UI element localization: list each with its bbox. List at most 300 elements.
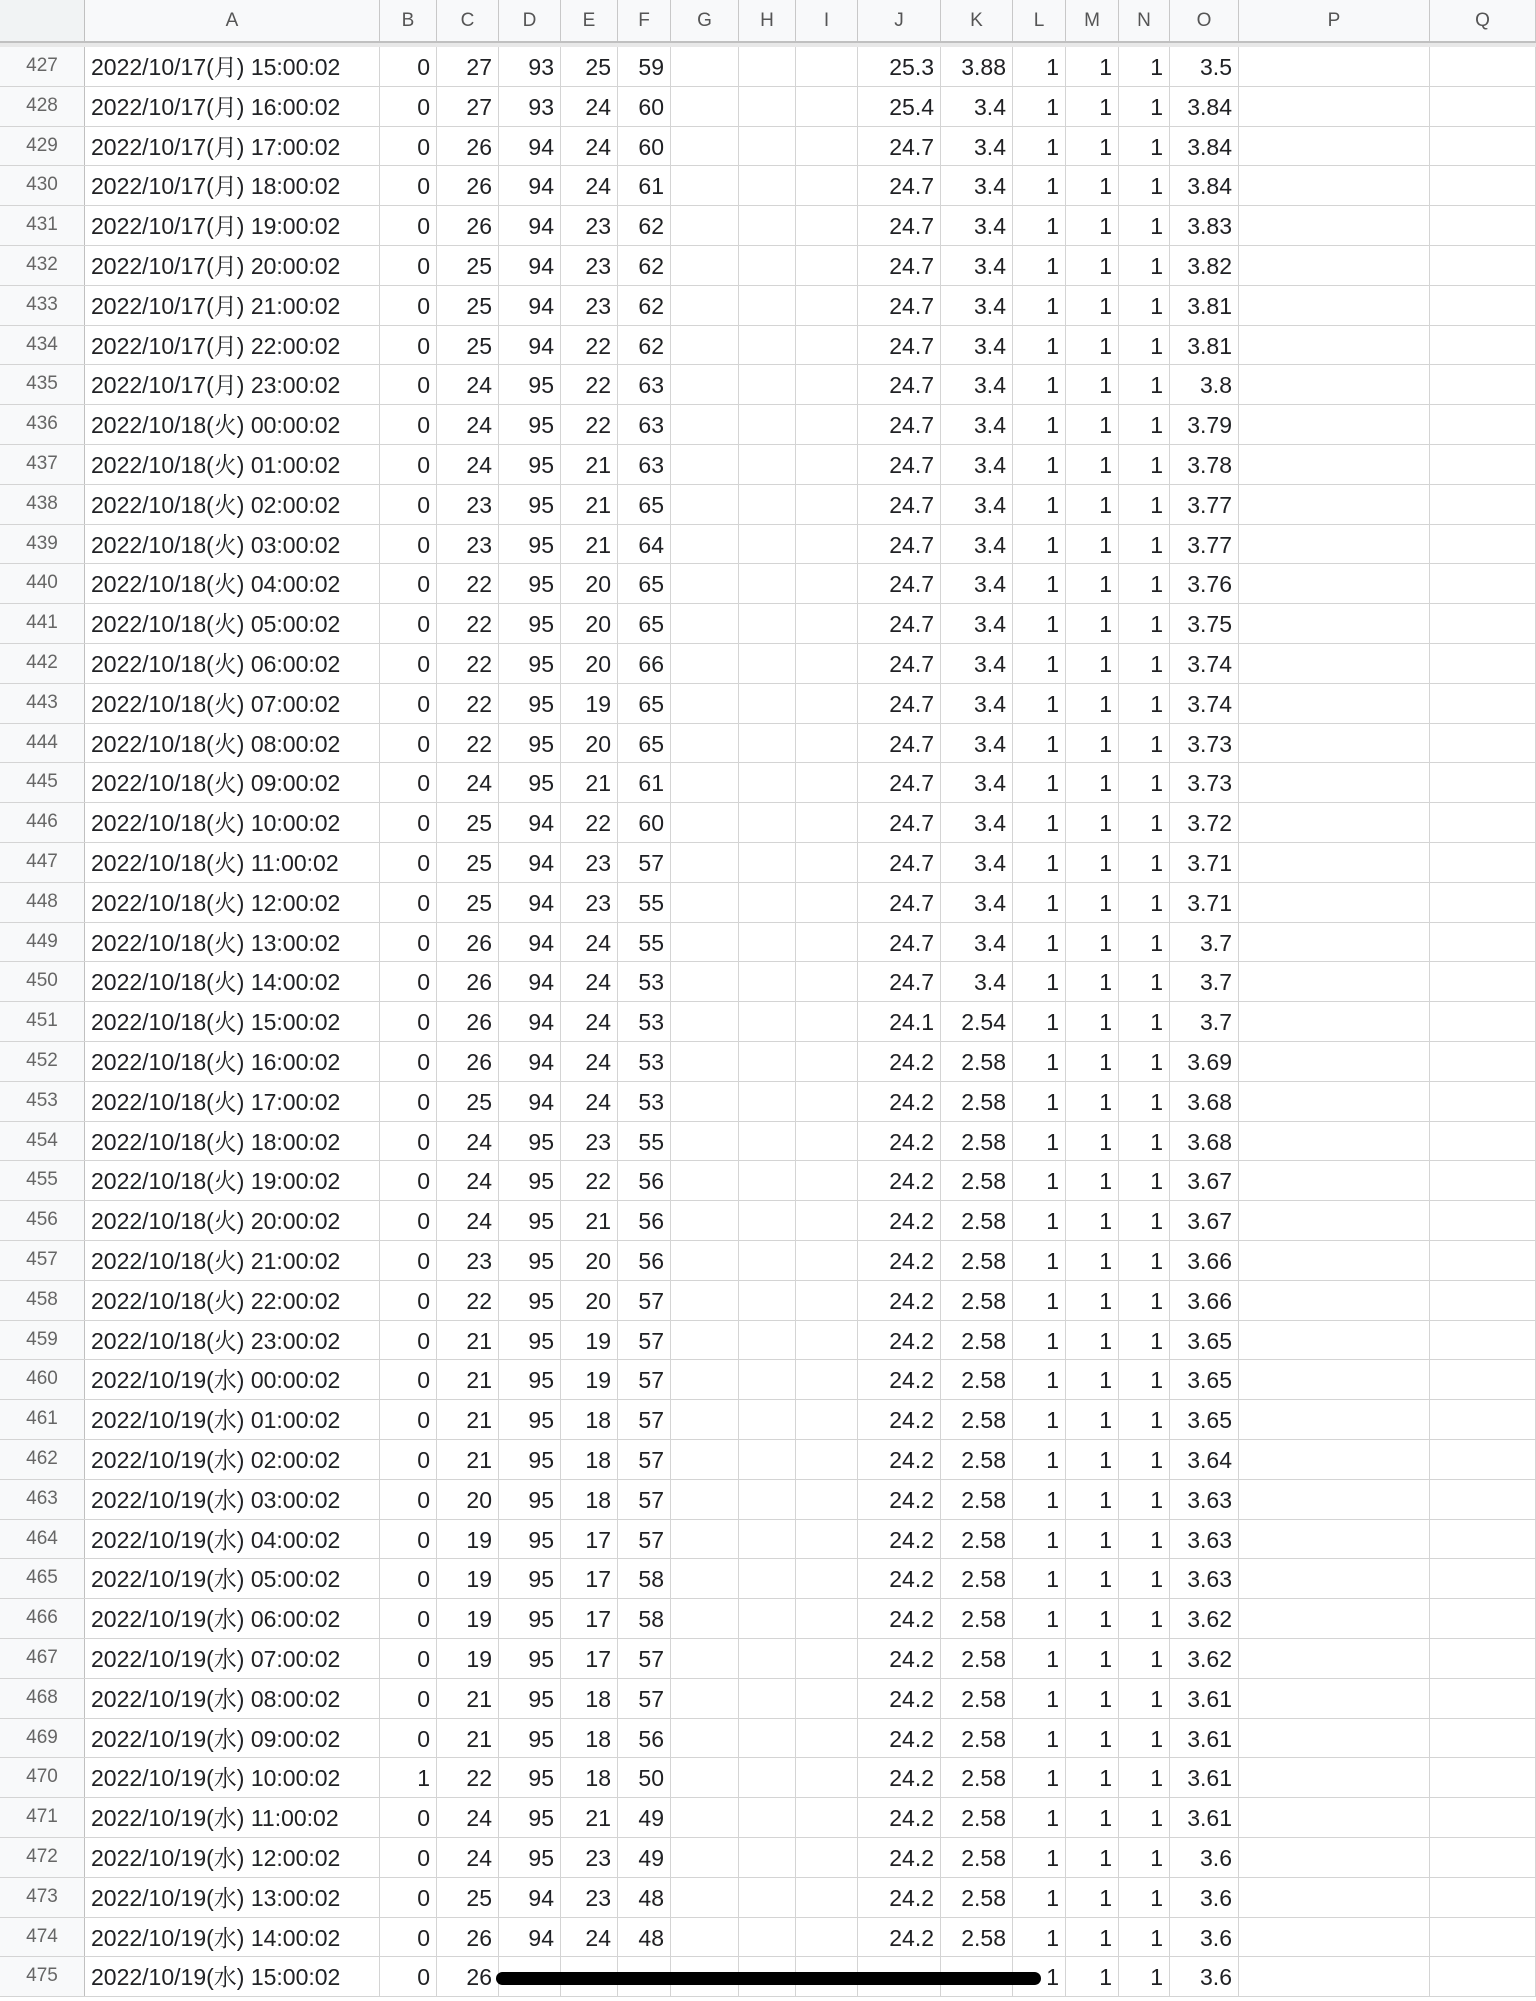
cell-h[interactable] <box>739 724 796 763</box>
cell-b[interactable]: 0 <box>380 405 437 444</box>
cell-m[interactable]: 1 <box>1066 525 1119 564</box>
cell-a[interactable]: 2022/10/19(水) 08:00:02 <box>85 1679 380 1718</box>
cell-c[interactable]: 22 <box>437 604 499 643</box>
cell-e[interactable]: 19 <box>561 684 618 723</box>
cell-l[interactable]: 1 <box>1013 1798 1066 1837</box>
cell-o[interactable]: 3.74 <box>1170 644 1239 683</box>
row-number[interactable]: 440 <box>0 564 85 603</box>
cell-g[interactable] <box>671 724 739 763</box>
row-number[interactable]: 430 <box>0 166 85 205</box>
cell-a[interactable]: 2022/10/19(水) 06:00:02 <box>85 1599 380 1638</box>
cell-h[interactable] <box>739 1440 796 1479</box>
cell-f[interactable]: 63 <box>618 445 671 484</box>
cell-k[interactable]: 2.58 <box>941 1440 1013 1479</box>
cell-l[interactable]: 1 <box>1013 1281 1066 1320</box>
row-number[interactable]: 462 <box>0 1440 85 1479</box>
cell-j[interactable]: 24.2 <box>858 1520 941 1559</box>
cell-j[interactable]: 24.7 <box>858 445 941 484</box>
cell-f[interactable]: 57 <box>618 1400 671 1439</box>
cell-j[interactable]: 24.7 <box>858 763 941 802</box>
cell-g[interactable] <box>671 127 739 166</box>
cell-i[interactable] <box>796 1321 858 1360</box>
cell-k[interactable]: 2.58 <box>941 1918 1013 1957</box>
cell-e[interactable]: 23 <box>561 1838 618 1877</box>
cell-i[interactable] <box>796 1918 858 1957</box>
cell-l[interactable]: 1 <box>1013 1758 1066 1797</box>
cell-b[interactable]: 0 <box>380 1321 437 1360</box>
cell-p[interactable] <box>1239 843 1430 882</box>
cell-e[interactable]: 18 <box>561 1440 618 1479</box>
cell-q[interactable] <box>1430 1122 1536 1161</box>
cell-n[interactable]: 1 <box>1119 684 1170 723</box>
cell-l[interactable]: 1 <box>1013 684 1066 723</box>
cell-q[interactable] <box>1430 962 1536 1001</box>
cell-g[interactable] <box>671 883 739 922</box>
cell-b[interactable]: 0 <box>380 1400 437 1439</box>
cell-p[interactable] <box>1239 326 1430 365</box>
cell-n[interactable]: 1 <box>1119 1918 1170 1957</box>
cell-l[interactable]: 1 <box>1013 1082 1066 1121</box>
cell-j[interactable]: 24.2 <box>858 1082 941 1121</box>
cell-i[interactable] <box>796 405 858 444</box>
cell-b[interactable]: 0 <box>380 326 437 365</box>
cell-d[interactable]: 95 <box>499 1679 561 1718</box>
cell-h[interactable] <box>739 843 796 882</box>
cell-d[interactable]: 95 <box>499 644 561 683</box>
cell-p[interactable] <box>1239 1122 1430 1161</box>
cell-g[interactable] <box>671 1161 739 1200</box>
cell-i[interactable] <box>796 445 858 484</box>
cell-h[interactable] <box>739 1480 796 1519</box>
cell-g[interactable] <box>671 445 739 484</box>
row-number[interactable]: 450 <box>0 962 85 1001</box>
cell-i[interactable] <box>796 1520 858 1559</box>
cell-o[interactable]: 3.6 <box>1170 1878 1239 1917</box>
cell-d[interactable]: 93 <box>499 47 561 86</box>
cell-f[interactable]: 48 <box>618 1918 671 1957</box>
cell-i[interactable] <box>796 166 858 205</box>
cell-f[interactable]: 58 <box>618 1599 671 1638</box>
cell-m[interactable]: 1 <box>1066 1838 1119 1877</box>
cell-c[interactable]: 25 <box>437 803 499 842</box>
column-header-l[interactable]: L <box>1013 0 1066 41</box>
cell-q[interactable] <box>1430 1559 1536 1598</box>
cell-i[interactable] <box>796 286 858 325</box>
cell-n[interactable]: 1 <box>1119 763 1170 802</box>
cell-i[interactable] <box>796 1122 858 1161</box>
cell-b[interactable]: 0 <box>380 485 437 524</box>
cell-p[interactable] <box>1239 87 1430 126</box>
cell-j[interactable]: 24.7 <box>858 365 941 404</box>
cell-g[interactable] <box>671 485 739 524</box>
cell-e[interactable]: 20 <box>561 604 618 643</box>
cell-n[interactable]: 1 <box>1119 1878 1170 1917</box>
row-number[interactable]: 427 <box>0 47 85 86</box>
cell-p[interactable] <box>1239 405 1430 444</box>
cell-p[interactable] <box>1239 1201 1430 1240</box>
cell-a[interactable]: 2022/10/18(火) 14:00:02 <box>85 962 380 1001</box>
cell-f[interactable]: 57 <box>618 1321 671 1360</box>
cell-o[interactable]: 3.73 <box>1170 724 1239 763</box>
cell-e[interactable]: 20 <box>561 564 618 603</box>
cell-b[interactable]: 0 <box>380 803 437 842</box>
cell-a[interactable]: 2022/10/18(火) 12:00:02 <box>85 883 380 922</box>
cell-e[interactable]: 23 <box>561 206 618 245</box>
cell-l[interactable]: 1 <box>1013 87 1066 126</box>
cell-d[interactable]: 95 <box>499 564 561 603</box>
cell-j[interactable]: 24.2 <box>858 1798 941 1837</box>
cell-g[interactable] <box>671 1400 739 1439</box>
cell-l[interactable]: 1 <box>1013 1321 1066 1360</box>
cell-b[interactable]: 0 <box>380 684 437 723</box>
cell-i[interactable] <box>796 1360 858 1399</box>
cell-j[interactable]: 24.2 <box>858 1360 941 1399</box>
cell-h[interactable] <box>739 1241 796 1280</box>
cell-j[interactable]: 24.2 <box>858 1599 941 1638</box>
cell-j[interactable]: 24.7 <box>858 684 941 723</box>
cell-j[interactable]: 24.2 <box>858 1838 941 1877</box>
cell-i[interactable] <box>796 1082 858 1121</box>
cell-d[interactable]: 94 <box>499 246 561 285</box>
cell-e[interactable]: 22 <box>561 1161 618 1200</box>
cell-n[interactable]: 1 <box>1119 883 1170 922</box>
cell-n[interactable]: 1 <box>1119 485 1170 524</box>
cell-q[interactable] <box>1430 1838 1536 1877</box>
cell-l[interactable]: 1 <box>1013 803 1066 842</box>
cell-p[interactable] <box>1239 1838 1430 1877</box>
cell-m[interactable]: 1 <box>1066 843 1119 882</box>
cell-q[interactable] <box>1430 1042 1536 1081</box>
cell-g[interactable] <box>671 1480 739 1519</box>
cell-h[interactable] <box>739 1520 796 1559</box>
cell-p[interactable] <box>1239 1281 1430 1320</box>
cell-c[interactable]: 21 <box>437 1321 499 1360</box>
cell-c[interactable]: 26 <box>437 166 499 205</box>
cell-d[interactable]: 94 <box>499 166 561 205</box>
cell-q[interactable] <box>1430 923 1536 962</box>
row-number[interactable]: 463 <box>0 1480 85 1519</box>
cell-o[interactable]: 3.64 <box>1170 1440 1239 1479</box>
cell-d[interactable]: 95 <box>499 1599 561 1638</box>
cell-j[interactable]: 24.7 <box>858 326 941 365</box>
cell-g[interactable] <box>671 803 739 842</box>
cell-p[interactable] <box>1239 1599 1430 1638</box>
cell-m[interactable]: 1 <box>1066 923 1119 962</box>
cell-q[interactable] <box>1430 1918 1536 1957</box>
cell-q[interactable] <box>1430 1957 1536 1996</box>
cell-f[interactable]: 53 <box>618 962 671 1001</box>
cell-i[interactable] <box>796 87 858 126</box>
cell-d[interactable]: 95 <box>499 1360 561 1399</box>
cell-g[interactable] <box>671 1639 739 1678</box>
cell-k[interactable]: 3.4 <box>941 604 1013 643</box>
cell-f[interactable]: 62 <box>618 246 671 285</box>
row-number[interactable]: 460 <box>0 1360 85 1399</box>
cell-d[interactable]: 94 <box>499 326 561 365</box>
cell-h[interactable] <box>739 87 796 126</box>
cell-n[interactable]: 1 <box>1119 962 1170 1001</box>
row-number[interactable]: 459 <box>0 1321 85 1360</box>
row-number[interactable]: 442 <box>0 644 85 683</box>
row-number[interactable]: 464 <box>0 1520 85 1559</box>
cell-k[interactable]: 2.58 <box>941 1241 1013 1280</box>
cell-h[interactable] <box>739 1002 796 1041</box>
cell-n[interactable]: 1 <box>1119 286 1170 325</box>
cell-i[interactable] <box>796 923 858 962</box>
cell-q[interactable] <box>1430 47 1536 86</box>
cell-d[interactable]: 95 <box>499 684 561 723</box>
cell-n[interactable]: 1 <box>1119 803 1170 842</box>
cell-c[interactable]: 21 <box>437 1679 499 1718</box>
cell-p[interactable] <box>1239 923 1430 962</box>
cell-m[interactable]: 1 <box>1066 684 1119 723</box>
cell-j[interactable]: 24.2 <box>858 1878 941 1917</box>
row-number[interactable]: 435 <box>0 365 85 404</box>
cell-h[interactable] <box>739 206 796 245</box>
cell-c[interactable]: 24 <box>437 445 499 484</box>
cell-d[interactable]: 95 <box>499 1798 561 1837</box>
cell-h[interactable] <box>739 1639 796 1678</box>
cell-i[interactable] <box>796 843 858 882</box>
cell-l[interactable]: 1 <box>1013 47 1066 86</box>
row-number[interactable]: 441 <box>0 604 85 643</box>
cell-l[interactable]: 1 <box>1013 604 1066 643</box>
cell-k[interactable]: 2.58 <box>941 1281 1013 1320</box>
cell-g[interactable] <box>671 1758 739 1797</box>
cell-q[interactable] <box>1430 1520 1536 1559</box>
cell-m[interactable]: 1 <box>1066 1201 1119 1240</box>
cell-o[interactable]: 3.63 <box>1170 1520 1239 1559</box>
cell-j[interactable]: 24.2 <box>858 1758 941 1797</box>
cell-g[interactable] <box>671 1042 739 1081</box>
cell-k[interactable]: 2.58 <box>941 1321 1013 1360</box>
cell-m[interactable]: 1 <box>1066 127 1119 166</box>
cell-e[interactable]: 23 <box>561 883 618 922</box>
cell-i[interactable] <box>796 1161 858 1200</box>
cell-d[interactable]: 95 <box>499 445 561 484</box>
cell-i[interactable] <box>796 962 858 1001</box>
cell-m[interactable]: 1 <box>1066 1042 1119 1081</box>
cell-l[interactable]: 1 <box>1013 1360 1066 1399</box>
cell-p[interactable] <box>1239 1679 1430 1718</box>
cell-f[interactable]: 65 <box>618 684 671 723</box>
cell-f[interactable]: 63 <box>618 405 671 444</box>
cell-o[interactable]: 3.61 <box>1170 1679 1239 1718</box>
cell-e[interactable]: 23 <box>561 1878 618 1917</box>
cell-l[interactable]: 1 <box>1013 485 1066 524</box>
cell-i[interactable] <box>796 525 858 564</box>
cell-a[interactable]: 2022/10/18(火) 02:00:02 <box>85 485 380 524</box>
cell-o[interactable]: 3.7 <box>1170 923 1239 962</box>
cell-o[interactable]: 3.8 <box>1170 365 1239 404</box>
cell-f[interactable]: 60 <box>618 803 671 842</box>
cell-q[interactable] <box>1430 127 1536 166</box>
cell-p[interactable] <box>1239 1321 1430 1360</box>
cell-o[interactable]: 3.66 <box>1170 1281 1239 1320</box>
cell-b[interactable]: 0 <box>380 724 437 763</box>
cell-m[interactable]: 1 <box>1066 1758 1119 1797</box>
cell-n[interactable]: 1 <box>1119 365 1170 404</box>
cell-o[interactable]: 3.68 <box>1170 1122 1239 1161</box>
cell-k[interactable]: 3.4 <box>941 87 1013 126</box>
cell-m[interactable]: 1 <box>1066 1679 1119 1718</box>
cell-b[interactable]: 0 <box>380 1122 437 1161</box>
cell-g[interactable] <box>671 644 739 683</box>
row-number[interactable]: 452 <box>0 1042 85 1081</box>
cell-d[interactable]: 95 <box>499 1480 561 1519</box>
column-header-a[interactable]: A <box>85 0 380 41</box>
cell-b[interactable]: 0 <box>380 286 437 325</box>
cell-q[interactable] <box>1430 166 1536 205</box>
cell-k[interactable]: 3.88 <box>941 47 1013 86</box>
cell-p[interactable] <box>1239 883 1430 922</box>
cell-k[interactable]: 3.4 <box>941 246 1013 285</box>
cell-b[interactable]: 0 <box>380 1520 437 1559</box>
cell-q[interactable] <box>1430 1758 1536 1797</box>
cell-n[interactable]: 1 <box>1119 1281 1170 1320</box>
cell-d[interactable]: 95 <box>499 1719 561 1758</box>
cell-f[interactable]: 61 <box>618 763 671 802</box>
cell-o[interactable]: 3.83 <box>1170 206 1239 245</box>
cell-q[interactable] <box>1430 763 1536 802</box>
cell-h[interactable] <box>739 644 796 683</box>
cell-g[interactable] <box>671 1241 739 1280</box>
cell-l[interactable]: 1 <box>1013 1719 1066 1758</box>
cell-a[interactable]: 2022/10/19(水) 13:00:02 <box>85 1878 380 1917</box>
cell-b[interactable]: 0 <box>380 644 437 683</box>
cell-a[interactable]: 2022/10/19(水) 05:00:02 <box>85 1559 380 1598</box>
cell-f[interactable]: 56 <box>618 1201 671 1240</box>
cell-f[interactable]: 60 <box>618 87 671 126</box>
cell-b[interactable]: 0 <box>380 1440 437 1479</box>
row-number[interactable]: 470 <box>0 1758 85 1797</box>
cell-c[interactable]: 25 <box>437 843 499 882</box>
cell-m[interactable]: 1 <box>1066 1281 1119 1320</box>
row-number[interactable]: 453 <box>0 1082 85 1121</box>
home-indicator[interactable] <box>496 1972 1041 1985</box>
cell-d[interactable]: 95 <box>499 1400 561 1439</box>
cell-b[interactable]: 0 <box>380 1281 437 1320</box>
cell-f[interactable]: 55 <box>618 1122 671 1161</box>
cell-h[interactable] <box>739 564 796 603</box>
cell-n[interactable]: 1 <box>1119 166 1170 205</box>
cell-p[interactable] <box>1239 1241 1430 1280</box>
cell-l[interactable]: 1 <box>1013 1241 1066 1280</box>
cell-l[interactable]: 1 <box>1013 1599 1066 1638</box>
cell-i[interactable] <box>796 1679 858 1718</box>
cell-a[interactable]: 2022/10/18(火) 10:00:02 <box>85 803 380 842</box>
cell-p[interactable] <box>1239 1719 1430 1758</box>
cell-o[interactable]: 3.82 <box>1170 246 1239 285</box>
cell-n[interactable]: 1 <box>1119 1321 1170 1360</box>
cell-p[interactable] <box>1239 365 1430 404</box>
cell-b[interactable]: 0 <box>380 564 437 603</box>
cell-i[interactable] <box>796 883 858 922</box>
column-header-j[interactable]: J <box>858 0 941 41</box>
cell-n[interactable]: 1 <box>1119 127 1170 166</box>
cell-p[interactable] <box>1239 1440 1430 1479</box>
row-number[interactable]: 445 <box>0 763 85 802</box>
cell-e[interactable]: 18 <box>561 1480 618 1519</box>
cell-j[interactable]: 24.7 <box>858 883 941 922</box>
cell-b[interactable]: 0 <box>380 1559 437 1598</box>
cell-n[interactable]: 1 <box>1119 923 1170 962</box>
cell-g[interactable] <box>671 1520 739 1559</box>
cell-h[interactable] <box>739 286 796 325</box>
cell-m[interactable]: 1 <box>1066 1559 1119 1598</box>
cell-p[interactable] <box>1239 286 1430 325</box>
cell-h[interactable] <box>739 1719 796 1758</box>
cell-p[interactable] <box>1239 1758 1430 1797</box>
cell-m[interactable]: 1 <box>1066 1480 1119 1519</box>
column-header-p[interactable]: P <box>1239 0 1430 41</box>
cell-q[interactable] <box>1430 803 1536 842</box>
cell-h[interactable] <box>739 763 796 802</box>
cell-q[interactable] <box>1430 724 1536 763</box>
cell-f[interactable]: 61 <box>618 166 671 205</box>
cell-i[interactable] <box>796 763 858 802</box>
cell-d[interactable]: 94 <box>499 803 561 842</box>
cell-m[interactable]: 1 <box>1066 1440 1119 1479</box>
cell-b[interactable]: 0 <box>380 883 437 922</box>
cell-h[interactable] <box>739 1161 796 1200</box>
cell-q[interactable] <box>1430 405 1536 444</box>
cell-i[interactable] <box>796 1758 858 1797</box>
cell-o[interactable]: 3.6 <box>1170 1918 1239 1957</box>
cell-n[interactable]: 1 <box>1119 1201 1170 1240</box>
cell-g[interactable] <box>671 365 739 404</box>
cell-b[interactable]: 0 <box>380 127 437 166</box>
cell-o[interactable]: 3.71 <box>1170 883 1239 922</box>
cell-b[interactable]: 0 <box>380 843 437 882</box>
cell-k[interactable]: 2.58 <box>941 1838 1013 1877</box>
cell-j[interactable]: 24.7 <box>858 525 941 564</box>
cell-c[interactable]: 24 <box>437 405 499 444</box>
cell-d[interactable]: 95 <box>499 1520 561 1559</box>
cell-l[interactable]: 1 <box>1013 883 1066 922</box>
column-header-c[interactable]: C <box>437 0 499 41</box>
cell-f[interactable]: 53 <box>618 1082 671 1121</box>
cell-q[interactable] <box>1430 1161 1536 1200</box>
column-header-m[interactable]: M <box>1066 0 1119 41</box>
cell-g[interactable] <box>671 1878 739 1917</box>
cell-e[interactable]: 24 <box>561 1042 618 1081</box>
cell-p[interactable] <box>1239 1400 1430 1439</box>
cell-j[interactable]: 24.7 <box>858 803 941 842</box>
cell-j[interactable]: 24.7 <box>858 405 941 444</box>
cell-c[interactable]: 25 <box>437 286 499 325</box>
cell-d[interactable]: 95 <box>499 1838 561 1877</box>
cell-o[interactable]: 3.7 <box>1170 1002 1239 1041</box>
cell-k[interactable]: 3.4 <box>941 763 1013 802</box>
cell-f[interactable]: 55 <box>618 883 671 922</box>
cell-g[interactable] <box>671 1838 739 1877</box>
cell-c[interactable]: 26 <box>437 1002 499 1041</box>
cell-d[interactable]: 94 <box>499 1082 561 1121</box>
cell-k[interactable]: 3.4 <box>941 405 1013 444</box>
cell-a[interactable]: 2022/10/17(月) 17:00:02 <box>85 127 380 166</box>
cell-f[interactable]: 57 <box>618 1360 671 1399</box>
cell-j[interactable]: 24.7 <box>858 923 941 962</box>
cell-c[interactable]: 26 <box>437 962 499 1001</box>
cell-f[interactable]: 63 <box>618 365 671 404</box>
cell-k[interactable]: 2.58 <box>941 1480 1013 1519</box>
cell-k[interactable]: 2.58 <box>941 1798 1013 1837</box>
cell-k[interactable]: 3.4 <box>941 525 1013 564</box>
cell-q[interactable] <box>1430 684 1536 723</box>
cell-m[interactable]: 1 <box>1066 724 1119 763</box>
cell-k[interactable]: 3.4 <box>941 883 1013 922</box>
